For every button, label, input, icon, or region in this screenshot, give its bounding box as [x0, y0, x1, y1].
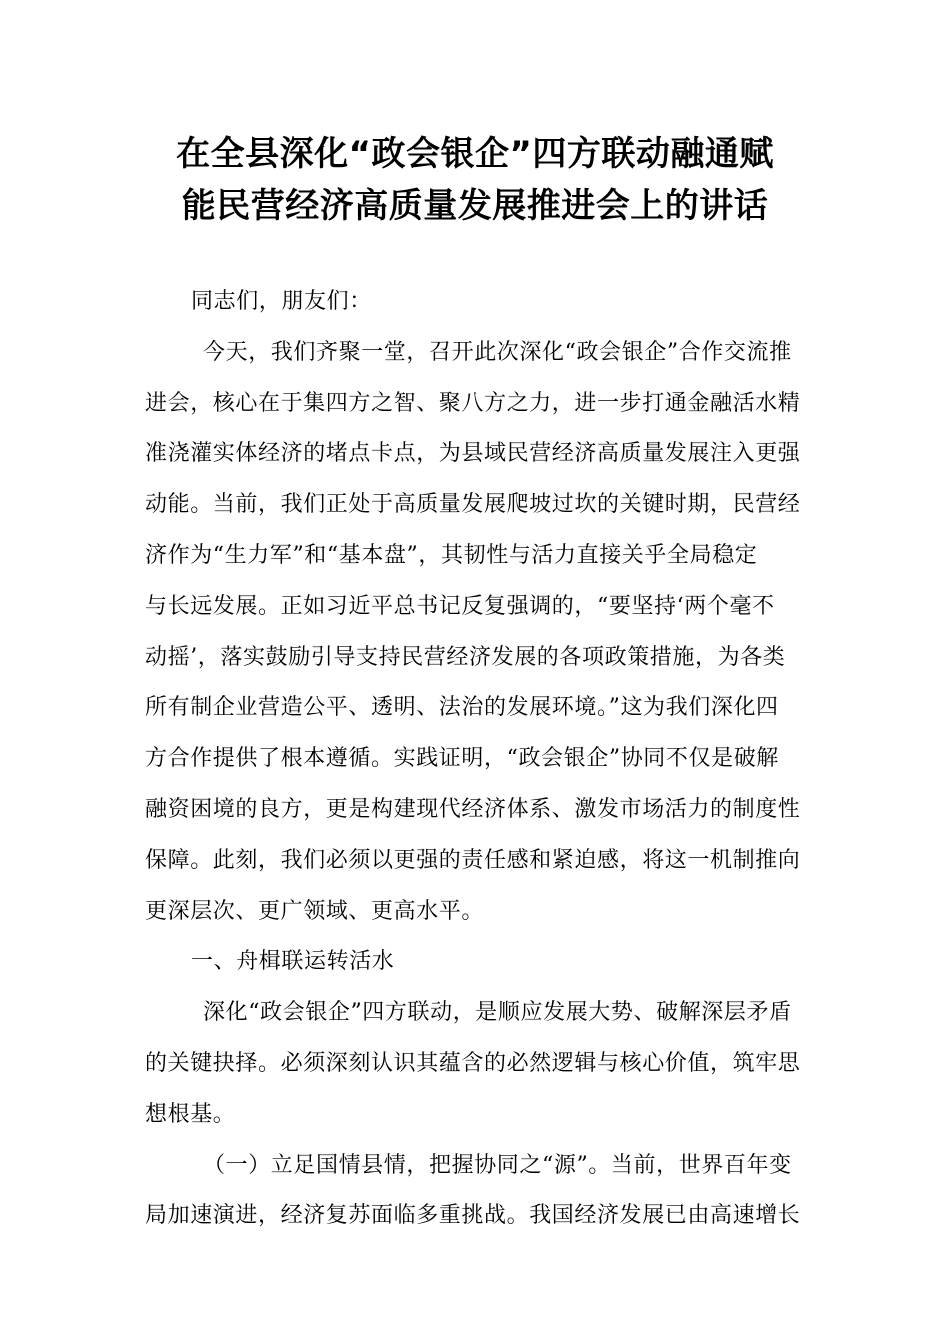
paragraph-line: 更深层次、更广领域、更高水平。 — [145, 898, 485, 924]
paragraph-line: 动摇’，落实鼓励引导支持民营经济发展的各项政策措施，为各类 — [145, 644, 786, 670]
paragraph-1 — [145, 328, 810, 938]
section-heading-1: 一、舟楫联运转活水 — [191, 949, 395, 975]
paragraph-line: 局加速演进，经济复苏面临多重挑战。我国经济发展已由高速增长 — [145, 1203, 801, 1229]
paragraph-line: 深化“政会银企”四方联动，是顺应发展大势、破解深层矛盾 — [203, 1000, 792, 1026]
paragraph-line: 想根基。 — [145, 1101, 236, 1127]
paragraph-line: 今天，我们齐聚一堂，召开此次深化“政会银企”合作交流推 — [203, 339, 792, 365]
paragraph-line: 保障。此刻，我们必须以更强的责任感和紧迫感，将这一机制推向 — [145, 847, 801, 873]
title-line-2: 能民营经济高质量发展推进会上的讲话 — [181, 186, 769, 226]
paragraph-line: 与长远发展。正如习近平总书记反复强调的，“要坚持‘两个毫不 — [145, 593, 775, 619]
paragraph-line: 融资困境的良方，更是构建现代经济体系、激发市场活力的制度性 — [145, 796, 801, 822]
paragraph-line: 所有制企业营造公平、透明、法治的发展环境。”这为我们深化四 — [145, 695, 779, 721]
salutation: 同志们，朋友们： — [191, 289, 372, 314]
paragraph-line: 准浇灌实体经济的堵点卡点，为县域民营经济高质量发展注入更强 — [145, 441, 801, 467]
paragraph-line: 进会，核心在于集四方之智、聚八方之力，进一步打通金融活水精 — [145, 390, 801, 416]
paragraph-line: 方合作提供了根本遵循。实践证明，“政会银企”协同不仅是破解 — [145, 746, 779, 772]
paragraph-line: 动能。当前，我们正处于高质量发展爬坡过坎的关键时期，民营经 — [145, 492, 801, 518]
paragraph-2 — [145, 988, 810, 1140]
document-body — [145, 277, 810, 1242]
paragraph-line: 济作为“生力军”和“基本盘”，其韧性与活力直接关乎全局稳定 — [145, 542, 758, 568]
paragraph-line: （一）立足国情县情，把握协同之“源”。当前，世界百年变 — [203, 1152, 792, 1178]
paragraph-line: 的关键抉择。必须深刻认识其蕴含的必然逻辑与核心价值，筑牢思 — [145, 1050, 801, 1076]
paragraph-3 — [145, 1141, 810, 1243]
title-line-1: 在全县深化“政会银企”四方联动融通赋 — [176, 134, 774, 174]
document-title — [120, 128, 830, 232]
